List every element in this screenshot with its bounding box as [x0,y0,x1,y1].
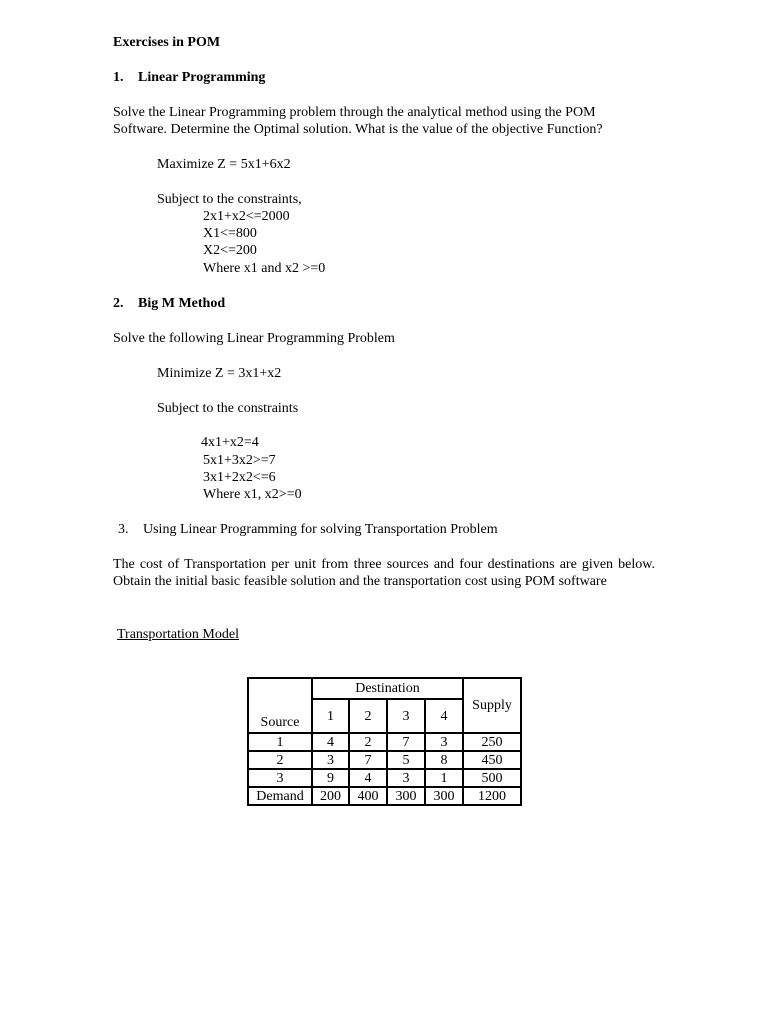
demand-cell: 300 [387,787,425,805]
section-3-title: Using Linear Programming for solving Transportation Problem [143,522,498,537]
section-1-constraint: X1<=800 [203,226,257,241]
section-1-constraints-label: Subject to the constraints, [157,192,302,207]
section-2-heading [113,295,225,312]
section-3-number: 3. [118,522,129,537]
table-row [248,733,521,751]
section-2-constraints-label: Subject to the constraints [157,401,299,416]
section-2-intro: Solve the following Linear Programming Problem [113,331,395,346]
demand-cell: 300 [425,787,463,805]
section-1-intro-line-1: Solve the Linear Programming problem through the analytical method using the POM [113,105,596,120]
table-title: Transportation Model [117,627,239,642]
supply-cell: 500 [463,769,521,787]
cost-cell: 2 [349,733,387,751]
source-label: 2 [248,751,312,769]
section-2-title: Big M Method [138,296,226,311]
cost-cell: 7 [349,751,387,769]
cost-cell: 1 [425,769,463,787]
cost-cell: 9 [312,769,349,787]
supply-cell: 450 [463,751,521,769]
demand-row [248,787,521,805]
section-2-constraint: 5x1+3x2>=7 [203,453,276,468]
table-row [248,769,521,787]
cost-cell: 3 [387,769,425,787]
cost-cell: 8 [425,751,463,769]
supply-header: Supply [463,678,521,733]
demand-cell: 200 [312,787,349,805]
table-row [248,751,521,769]
cost-cell: 4 [312,733,349,751]
destination-column-header: 3 [387,699,425,733]
section-2-constraint: 4x1+x2=4 [201,435,259,450]
demand-cell: 400 [349,787,387,805]
section-1-heading [113,69,265,86]
section-1-objective: Maximize Z = 5x1+6x2 [157,157,291,172]
destination-column-header: 1 [312,699,349,733]
section-1-nonnegativity: Where x1 and x2 >=0 [203,261,326,276]
cost-cell: 4 [349,769,387,787]
section-3-heading [118,521,498,538]
section-2-constraint: 3x1+2x2<=6 [203,470,276,485]
demand-label: Demand [248,787,312,805]
transportation-table [247,677,522,806]
total-cell: 1200 [463,787,521,805]
cost-cell: 7 [387,733,425,751]
destination-column-header: 2 [349,699,387,733]
section-3-paragraph: The cost of Transportation per unit from three sources and four destinations are given below. Obtain the initial basic feasible solution and the transportation cost using POM software [113,557,655,589]
section-1-title: Linear Programming [138,70,266,85]
section-2-nonnegativity: Where x1, x2>=0 [203,487,302,502]
source-label: 3 [248,769,312,787]
cost-cell: 3 [425,733,463,751]
section-1-constraint: 2x1+x2<=2000 [203,209,290,224]
source-header: Source [248,678,312,733]
destination-column-header: 4 [425,699,463,733]
supply-cell: 250 [463,733,521,751]
destination-header: Destination [312,678,463,699]
section-2-number: 2. [113,296,124,311]
cost-cell: 5 [387,751,425,769]
document-title: Exercises in POM [113,35,221,50]
cost-cell: 3 [312,751,349,769]
section-1-intro-line-2: Software. Determine the Optimal solution. What is the value of the objective Function? [113,122,603,137]
section-1-constraint: X2<=200 [203,243,257,258]
section-2-objective: Minimize Z = 3x1+x2 [157,366,282,381]
section-1-number: 1. [113,70,124,85]
source-label: 1 [248,733,312,751]
